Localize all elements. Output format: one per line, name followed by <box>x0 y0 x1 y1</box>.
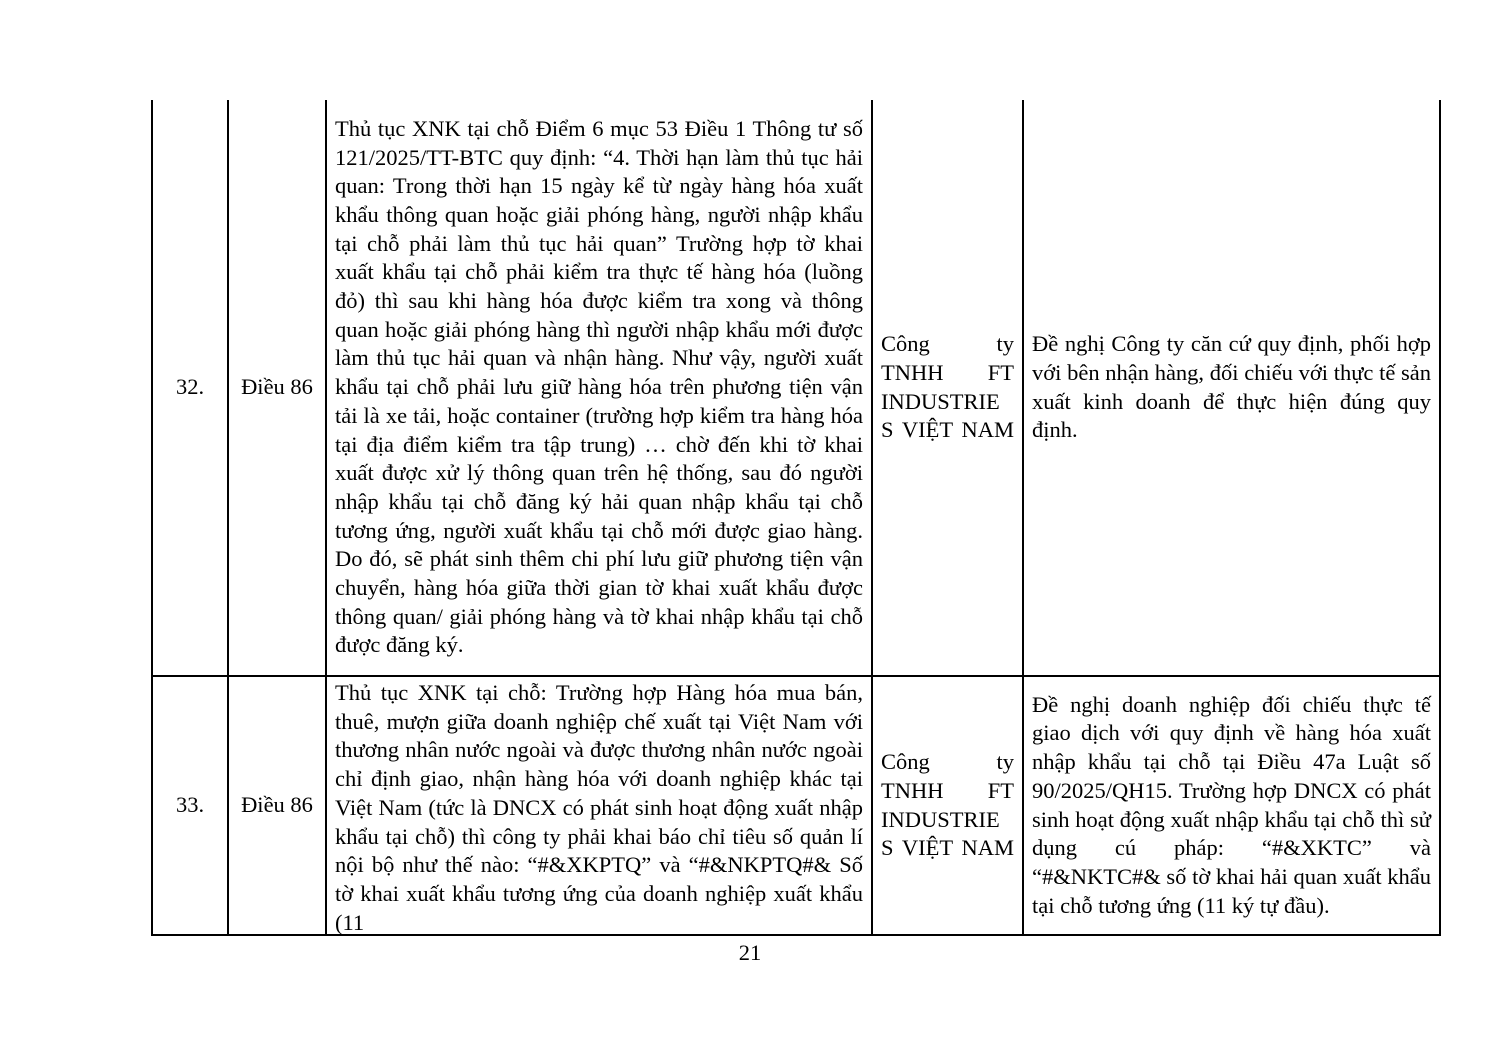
organization-cell: Công ty TNHH FT INDUSTRIE S VIỆT NAM <box>872 100 1023 676</box>
organization-cell: Công ty TNHH FT INDUSTRIE S VIỆT NAM <box>872 676 1023 935</box>
question-content: Thủ tục XNK tại chỗ: Trường hợp Hàng hóa mua bán, thuê, mượn giữa doanh nghiệp chế xuất tại Việt Nam với thương nhân nước ngoài và được thương nhân nước ngoài chỉ định giao, nhận hàng hóa với doanh nghiệp khác tại Việt Nam (tức là DNCX có phát sinh hoạt động xuất nhập khẩu tại chỗ) thì công ty phải khai báo chỉ tiêu số quản lí nội bộ như thế nào: “#&XKPTQ” và “#&NKPTQ#& Số tờ khai xuất khẩu tương ứng của doanh nghiệp xuất khẩu (11 <box>326 676 872 935</box>
question-content: Thủ tục XNK tại chỗ Điểm 6 mục 53 Điều 1 Thông tư số 121/2025/TT-BTC quy định: “4. Thời hạn làm thủ tục hải quan: Trong thời hạn 15 ngày kể từ ngày hàng hóa xuất khẩu thông quan hoặc giải phóng hàng, người nhập khẩu tại chỗ phải làm thủ tục hải quan” Trường hợp tờ khai xuất khẩu tại chỗ phải kiểm tra thực tế hàng hóa (luồng đỏ) thì sau khi hàng hóa được kiểm tra xong và thông quan hoặc giải phóng hàng thì người nhập khẩu mới được làm thủ tục hải quan và nhận hàng. Như vậy, người xuất khẩu tại chỗ phải lưu giữ hàng hóa trên phương tiện vận tải là xe tải, hoặc container (trường hợp kiểm tra hàng hóa tại địa điểm kiểm tra tập trung) … chờ đến khi tờ khai xuất được xử lý thông quan trên hệ thống, sau đó người nhập khẩu tại chỗ đăng ký hải quan nhập khẩu tại chỗ tương ứng, người xuất khẩu tại chỗ mới được giao hàng. Do đó, sẽ phát sinh thêm chi phí lưu giữ phương tiện vận chuyển, hàng hóa giữa thời gian tờ khai xuất khẩu được thông quan/ giải phóng hàng và tờ khai nhập khẩu tại chỗ được đăng ký. <box>326 100 872 676</box>
table-row <box>152 100 1440 676</box>
answer-cell: Đề nghị Công ty căn cứ quy định, phối hợp với bên nhận hàng, đối chiếu với thực tế sản xuất kinh doanh để thực hiện đúng quy định. <box>1023 100 1440 676</box>
article-cell: Điều 86 <box>228 676 326 935</box>
row-number: 33. <box>152 676 228 935</box>
table-row <box>152 676 1440 935</box>
page-number: 21 <box>738 940 762 965</box>
article-cell: Điều 86 <box>228 100 326 676</box>
answer-cell: Đề nghị doanh nghiệp đối chiếu thực tế giao dịch với quy định về hàng hóa xuất nhập khẩu tại chỗ tại Điều 47a Luật số 90/2025/QH15. Trường hợp DNCX có phát sinh hoạt động xuất nhập khẩu tại chỗ thì sử dụng cú pháp: “#&XKTC” và “#&NKTC#& số tờ khai hải quan xuất khẩu tại chỗ tương ứng (11 ký tự đầu). <box>1023 676 1440 935</box>
row-number: 32. <box>152 100 228 676</box>
qa-table <box>151 100 1441 936</box>
